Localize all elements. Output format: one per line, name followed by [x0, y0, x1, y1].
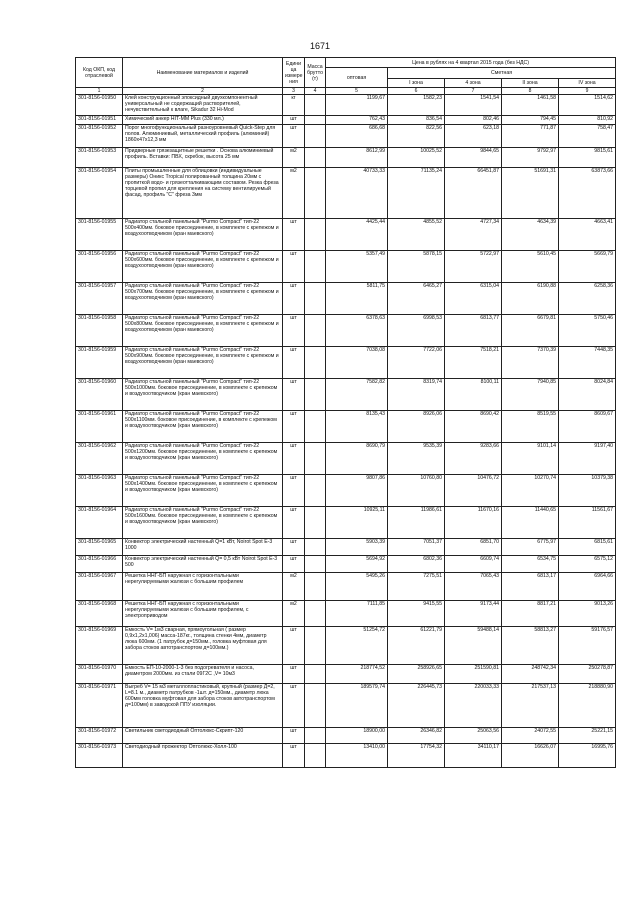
price-wholesale: 9807,86	[326, 475, 388, 507]
price-wholesale: 189579,74	[326, 684, 388, 728]
item-unit: шт	[283, 411, 305, 443]
price-zone-2: 11440,65	[502, 507, 559, 539]
price-zone-2: 248742,34	[502, 665, 559, 684]
price-zone-iv: 11561,67	[559, 507, 616, 539]
price-zone-4: 7518,21	[445, 347, 502, 379]
item-code: 301-8156-01960	[76, 379, 123, 411]
column-number: 4	[305, 88, 326, 95]
item-code: 301-8156-01956	[76, 251, 123, 283]
item-code: 301-8156-01954	[76, 168, 123, 219]
price-wholesale: 6378,63	[326, 315, 388, 347]
price-zone-4: 34110,17	[445, 744, 502, 768]
item-unit: шт	[283, 347, 305, 379]
item-mass	[305, 379, 326, 411]
price-wholesale: 7038,08	[326, 347, 388, 379]
item-name: Конвектор электрический настенный Q= 0,5 кВт Noirot Spot E-3 500	[123, 556, 283, 573]
price-zone-iv: 4663,41	[559, 219, 616, 251]
item-name: Светильник светодиодный Оптолюкс-Скрипт-120	[123, 728, 283, 744]
price-wholesale: 8135,43	[326, 411, 388, 443]
item-mass	[305, 95, 326, 116]
price-zone-4: 10476,72	[445, 475, 502, 507]
table-row	[76, 573, 616, 601]
price-zone-2: 8817,21	[502, 601, 559, 627]
price-zone-1: 6802,36	[388, 556, 445, 573]
item-code: 301-8156-01967	[76, 573, 123, 601]
price-zone-1: 4855,52	[388, 219, 445, 251]
price-zone-2: 1461,58	[502, 95, 559, 116]
price-zone-4: 9283,66	[445, 443, 502, 475]
price-zone-2: 4634,39	[502, 219, 559, 251]
item-unit: шт	[283, 475, 305, 507]
item-mass	[305, 116, 326, 125]
price-zone-2: 10270,74	[502, 475, 559, 507]
price-zone-4: 220033,33	[445, 684, 502, 728]
price-zone-iv: 5669,79	[559, 251, 616, 283]
price-zone-1: 9535,39	[388, 443, 445, 475]
price-zone-1: 10025,52	[388, 148, 445, 168]
item-code: 301-8156-01973	[76, 744, 123, 768]
table-row	[76, 148, 616, 168]
table-row	[76, 379, 616, 411]
item-mass	[305, 283, 326, 315]
price-zone-2: 6813,17	[502, 573, 559, 601]
price-zone-iv: 6964,66	[559, 573, 616, 601]
price-zone-iv: 758,47	[559, 125, 616, 148]
item-name: Радиатор стальной панельный "Purmo Compact" тип-22 500х800мм. боковое присоединение, в комплекте с крепежом и воздухоотводчиком (кран маевского)	[123, 315, 283, 347]
price-zone-1: 6465,27	[388, 283, 445, 315]
price-zone-iv: 6815,61	[559, 539, 616, 556]
header-unit: Едини ца измере ния	[283, 58, 305, 88]
price-zone-iv: 25221,15	[559, 728, 616, 744]
item-unit: шт	[283, 251, 305, 283]
item-name: Радиатор стальной панельный "Purmo Compact" тип-22 500х1400мм. боковое присоединение, в комплекте с крепежом и воздухоотводчиком (кран маевского)	[123, 475, 283, 507]
item-mass	[305, 125, 326, 148]
price-zone-1: 9415,55	[388, 601, 445, 627]
price-zone-4: 6609,74	[445, 556, 502, 573]
price-zone-4: 66451,87	[445, 168, 502, 219]
price-zone-1: 11986,61	[388, 507, 445, 539]
item-mass	[305, 601, 326, 627]
price-zone-2: 6534,75	[502, 556, 559, 573]
column-number: 1	[76, 88, 123, 95]
item-unit: шт	[283, 116, 305, 125]
item-unit: шт	[283, 443, 305, 475]
table-row	[76, 665, 616, 684]
price-zone-iv: 8024,84	[559, 379, 616, 411]
header-price-group: Цена в рублях на 4 квартал 2015 года (без НДС)	[326, 58, 616, 68]
item-unit: м2	[283, 601, 305, 627]
price-zone-2: 16626,07	[502, 744, 559, 768]
item-name: Радиатор стальной панельный "Purmo Compact" тип-22 500х600мм. боковое присоединение, в комплекте с крепежом и воздухоотводчиком (кран маевского)	[123, 251, 283, 283]
item-mass	[305, 411, 326, 443]
header-wholesale: оптовая	[326, 68, 388, 88]
item-unit: шт	[283, 665, 305, 684]
table-row	[76, 95, 616, 116]
price-zone-1: 61221,79	[388, 627, 445, 665]
item-code: 301-8156-01950	[76, 95, 123, 116]
price-zone-4: 802,46	[445, 116, 502, 125]
item-unit: шт	[283, 379, 305, 411]
item-unit: шт	[283, 507, 305, 539]
column-number: 3	[283, 88, 305, 95]
item-name: Выгреб V= 15 м3 металлопластиковый, крупный (размер Д=2, L=8.1 м., диаметр патрубков -1шт. д=150мм., диаметр люка 600мм головка муфтовая для забора стоков автотранспортом д=100мм) в заводской ППУ изоляции.	[123, 684, 283, 728]
price-zone-2: 8519,55	[502, 411, 559, 443]
column-number: 5	[326, 88, 388, 95]
table-row	[76, 728, 616, 744]
item-unit: шт	[283, 556, 305, 573]
item-mass	[305, 148, 326, 168]
price-zone-iv: 9197,40	[559, 443, 616, 475]
price-wholesale: 5903,39	[326, 539, 388, 556]
price-zone-2: 7940,85	[502, 379, 559, 411]
item-code: 301-8156-01955	[76, 219, 123, 251]
price-zone-2: 5610,45	[502, 251, 559, 283]
item-code: 301-8156-01972	[76, 728, 123, 744]
item-mass	[305, 475, 326, 507]
price-wholesale: 5357,49	[326, 251, 388, 283]
table-row	[76, 539, 616, 556]
item-unit: шт	[283, 125, 305, 148]
table-row	[76, 116, 616, 125]
item-name: Емкость ЕП-10-2000-1-3 без подогревателя и насоса, диаметром 2000мм. из стали 09Г2С ,V= 10м3	[123, 665, 283, 684]
table-row	[76, 315, 616, 347]
price-zone-iv: 8609,67	[559, 411, 616, 443]
price-zone-2: 6190,88	[502, 283, 559, 315]
price-wholesale: 1199,67	[326, 95, 388, 116]
item-code: 301-8156-01953	[76, 148, 123, 168]
price-zone-4: 6851,70	[445, 539, 502, 556]
price-zone-4: 8100,11	[445, 379, 502, 411]
price-zone-1: 10760,80	[388, 475, 445, 507]
item-name: Плиты промышленные для облицовки (индивидуальные размеры) Оникс Tropical полированный толщина 20мм с пропиткой водо- и грязеотталкивающим составом. Резка фреза торцевой пропил для крепления на систему вентилируемый фасад, профиль "С" фреза 3мм	[123, 168, 283, 219]
item-mass	[305, 744, 326, 768]
price-zone-1: 258926,65	[388, 665, 445, 684]
item-code: 301-8156-01971	[76, 684, 123, 728]
price-zone-iv: 1514,62	[559, 95, 616, 116]
price-zone-1: 226445,73	[388, 684, 445, 728]
price-zone-4: 5722,97	[445, 251, 502, 283]
item-name: Порог многофункциональный разноуровневый Quick-Step для полов. Алюминиевый, металлический профиль (алюминий) 1860х47х12,3 мм	[123, 125, 283, 148]
item-mass	[305, 556, 326, 573]
item-mass	[305, 507, 326, 539]
table-row	[76, 744, 616, 768]
price-zone-4: 6315,04	[445, 283, 502, 315]
item-mass	[305, 251, 326, 283]
price-zone-4: 9844,65	[445, 148, 502, 168]
price-zone-2: 771,87	[502, 125, 559, 148]
table-row	[76, 601, 616, 627]
item-name: Радиатор стальной панельный "Purmo Compact" тип-22 500х400мм. боковое присоединение, в комплекте с крепежом и воздухоотводчиком (кран маевского)	[123, 219, 283, 251]
price-zone-4: 9173,44	[445, 601, 502, 627]
price-zone-1: 7275,51	[388, 573, 445, 601]
price-zone-1: 71135,24	[388, 168, 445, 219]
price-zone-iv: 6575,12	[559, 556, 616, 573]
price-zone-4: 4727,34	[445, 219, 502, 251]
column-number: 2	[123, 88, 283, 95]
item-name: Радиатор стальной панельный "Purmo Compact" тип-22 500х900мм. боковое присоединение, в комплекте с крепежом и воздухоотводчиком (кран маевского)	[123, 347, 283, 379]
price-zone-2: 9792,97	[502, 148, 559, 168]
item-name: Конвектор электрический настенный Q=1 кВт, Noirot Spot E-3 1000	[123, 539, 283, 556]
item-unit: шт	[283, 744, 305, 768]
item-unit: м2	[283, 573, 305, 601]
price-wholesale: 10925,11	[326, 507, 388, 539]
price-zone-iv: 10379,38	[559, 475, 616, 507]
price-zone-iv: 59176,57	[559, 627, 616, 665]
table-row	[76, 684, 616, 728]
table-row	[76, 443, 616, 475]
table-row	[76, 251, 616, 283]
item-code: 301-8156-01964	[76, 507, 123, 539]
item-unit: шт	[283, 728, 305, 744]
price-zone-2: 794,45	[502, 116, 559, 125]
item-unit: шт	[283, 627, 305, 665]
table-row	[76, 507, 616, 539]
price-zone-iv: 6258,36	[559, 283, 616, 315]
item-name: Емкость V= 1м3 сварная, прямоугольная ( размер 0,9х1,2х1,006) масса-187кг., толщина стенки 4мм, диаметр люка 600мм. (1 патрубок д=150мм., головка муфтовая для забора стоков автотранспортом д=100мм.)	[123, 627, 283, 665]
price-zone-2: 51691,31	[502, 168, 559, 219]
item-code: 301-8156-01965	[76, 539, 123, 556]
price-wholesale: 18900,00	[326, 728, 388, 744]
column-number: 8	[502, 88, 559, 95]
page-number: 1671	[309, 41, 331, 51]
column-number: 7	[445, 88, 502, 95]
price-wholesale: 8690,79	[326, 443, 388, 475]
price-wholesale: 40733,33	[326, 168, 388, 219]
item-code: 301-8156-01959	[76, 347, 123, 379]
price-zone-4: 251590,81	[445, 665, 502, 684]
item-code: 301-8156-01963	[76, 475, 123, 507]
item-mass	[305, 539, 326, 556]
item-name: Придверные грязезащитные решетки . Основа алюминиевый профиль. Вставки: ПВХ, скребок, высота 25 мм	[123, 148, 283, 168]
price-zone-4: 6813,77	[445, 315, 502, 347]
header-zone-iv: IV зона	[559, 79, 616, 88]
table-row	[76, 475, 616, 507]
item-unit: м2	[283, 148, 305, 168]
column-number: 6	[388, 88, 445, 95]
price-wholesale: 5694,92	[326, 556, 388, 573]
item-unit: шт	[283, 315, 305, 347]
item-mass	[305, 315, 326, 347]
price-zone-1: 8926,06	[388, 411, 445, 443]
price-zone-1: 8319,74	[388, 379, 445, 411]
price-zone-iv: 63873,66	[559, 168, 616, 219]
price-wholesale: 13410,00	[326, 744, 388, 768]
item-mass	[305, 573, 326, 601]
price-zone-4: 11670,16	[445, 507, 502, 539]
item-code: 301-8156-01966	[76, 556, 123, 573]
header-zone-1: I зона	[388, 79, 445, 88]
item-code: 301-8156-01962	[76, 443, 123, 475]
price-zone-1: 5878,15	[388, 251, 445, 283]
item-name: Решетка ННГ-БП наружная с горизонтальными нерегулируемыми жалюзи с большим профилем, с электроприводом	[123, 601, 283, 627]
price-wholesale: 7111,85	[326, 601, 388, 627]
item-mass	[305, 443, 326, 475]
table-row	[76, 627, 616, 665]
price-wholesale: 7582,82	[326, 379, 388, 411]
price-zone-iv: 7448,35	[559, 347, 616, 379]
item-name: Решетка ННГ-БП наружная с горизонтальными нерегулируемыми жалюзи с большим профилем	[123, 573, 283, 601]
table-row	[76, 411, 616, 443]
item-unit: м2	[283, 168, 305, 219]
item-name: Светодиодный прожектор Оптолюкс-Холл-100	[123, 744, 283, 768]
price-zone-2: 9101,14	[502, 443, 559, 475]
item-code: 301-8156-01968	[76, 601, 123, 627]
price-zone-1: 836,54	[388, 116, 445, 125]
price-zone-iv: 9013,26	[559, 601, 616, 627]
item-mass	[305, 627, 326, 665]
item-name: Радиатор стальной панельный "Purmo Compact" тип-22 500х1000мм. боковое присоединение, в комплекте с крепежом и воздухоотводчиком (кран маевского)	[123, 379, 283, 411]
item-name: Радиатор стальной панельный "Purmo Compact" тип-22 500х1600мм. боковое присоединение, в комплекте с крепежом и воздухоотводчиком (кран маевского)	[123, 507, 283, 539]
price-zone-iv: 9815,61	[559, 148, 616, 168]
table-row	[76, 556, 616, 573]
item-code: 301-8156-01969	[76, 627, 123, 665]
price-zone-2: 7370,39	[502, 347, 559, 379]
price-zone-4: 1541,54	[445, 95, 502, 116]
item-mass	[305, 728, 326, 744]
price-wholesale: 4425,44	[326, 219, 388, 251]
price-wholesale: 5811,75	[326, 283, 388, 315]
item-mass	[305, 665, 326, 684]
table-row	[76, 283, 616, 315]
header-zone-2: II зона	[502, 79, 559, 88]
header-name: Наименование материалов и изделий	[123, 58, 283, 88]
price-zone-1: 822,56	[388, 125, 445, 148]
item-mass	[305, 168, 326, 219]
item-mass	[305, 219, 326, 251]
price-zone-1: 17754,32	[388, 744, 445, 768]
item-mass	[305, 684, 326, 728]
item-name: Клей конструкционный эпоксидный двухкомпонентный универсальный не содержащий растворителей, нечувствительный к влаге, Sikadur 32 Hi-Mod	[123, 95, 283, 116]
item-code: 301-8156-01970	[76, 665, 123, 684]
item-code: 301-8156-01958	[76, 315, 123, 347]
item-unit: шт	[283, 219, 305, 251]
price-zone-2: 24072,55	[502, 728, 559, 744]
price-zone-4: 623,18	[445, 125, 502, 148]
price-zone-iv: 218880,90	[559, 684, 616, 728]
column-number: 9	[559, 88, 616, 95]
item-unit: шт	[283, 283, 305, 315]
price-zone-2: 6775,97	[502, 539, 559, 556]
price-zone-1: 7051,37	[388, 539, 445, 556]
price-zone-4: 25063,56	[445, 728, 502, 744]
item-unit: шт	[283, 684, 305, 728]
price-zone-4: 7065,43	[445, 573, 502, 601]
price-zone-iv: 16995,76	[559, 744, 616, 768]
price-zone-iv: 5750,46	[559, 315, 616, 347]
price-zone-2: 217537,13	[502, 684, 559, 728]
column-number-row	[76, 88, 616, 95]
item-code: 301-8156-01951	[76, 116, 123, 125]
item-name: Радиатор стальной панельный "Purmo Compact" тип-22 500х700мм. боковое присоединение, в комплекте с крепежом и воздухоотводчиком (кран маевского)	[123, 283, 283, 315]
header-retail: Сметная	[388, 68, 616, 79]
price-wholesale: 762,43	[326, 116, 388, 125]
item-code: 301-8156-01961	[76, 411, 123, 443]
item-unit: шт	[283, 539, 305, 556]
table-row	[76, 125, 616, 148]
item-code: 301-8156-01952	[76, 125, 123, 148]
table-row	[76, 168, 616, 219]
price-zone-1: 26346,82	[388, 728, 445, 744]
price-zone-1: 1582,23	[388, 95, 445, 116]
header-code: Код ОКП, код отраслевой	[76, 58, 123, 88]
item-mass	[305, 347, 326, 379]
price-zone-4: 59488,14	[445, 627, 502, 665]
item-unit: кг	[283, 95, 305, 116]
price-zone-2: 58813,27	[502, 627, 559, 665]
price-wholesale: 218774,52	[326, 665, 388, 684]
price-zone-2: 6679,81	[502, 315, 559, 347]
price-wholesale: 686,68	[326, 125, 388, 148]
item-name: Радиатор стальной панельный "Purmo Compact" тип-22 500х1200мм. боковое присоединение, в комплекте с крепежом и воздухоотводчиком (кран маевского)	[123, 443, 283, 475]
price-zone-1: 6998,53	[388, 315, 445, 347]
price-zone-iv: 250278,87	[559, 665, 616, 684]
header-zone-4: 4 зона	[445, 79, 502, 88]
price-table	[75, 57, 616, 768]
item-name: Химический анкер HIT-MM Plus (330 мл.)	[123, 116, 283, 125]
item-name: Радиатор стальной панельный "Purmo Compact" тип-22 500х1100мм. боковое присоединение, в комплекте с крепежом и воздухоотводчиком (кран маевского)	[123, 411, 283, 443]
table-row	[76, 347, 616, 379]
price-wholesale: 8612,99	[326, 148, 388, 168]
price-zone-1: 7722,06	[388, 347, 445, 379]
table-row	[76, 219, 616, 251]
price-zone-iv: 810,92	[559, 116, 616, 125]
price-wholesale: 5495,26	[326, 573, 388, 601]
header-mass: Масса брутто (т)	[305, 58, 326, 88]
item-code: 301-8156-01957	[76, 283, 123, 315]
price-zone-4: 8690,42	[445, 411, 502, 443]
price-wholesale: 51254,72	[326, 627, 388, 665]
